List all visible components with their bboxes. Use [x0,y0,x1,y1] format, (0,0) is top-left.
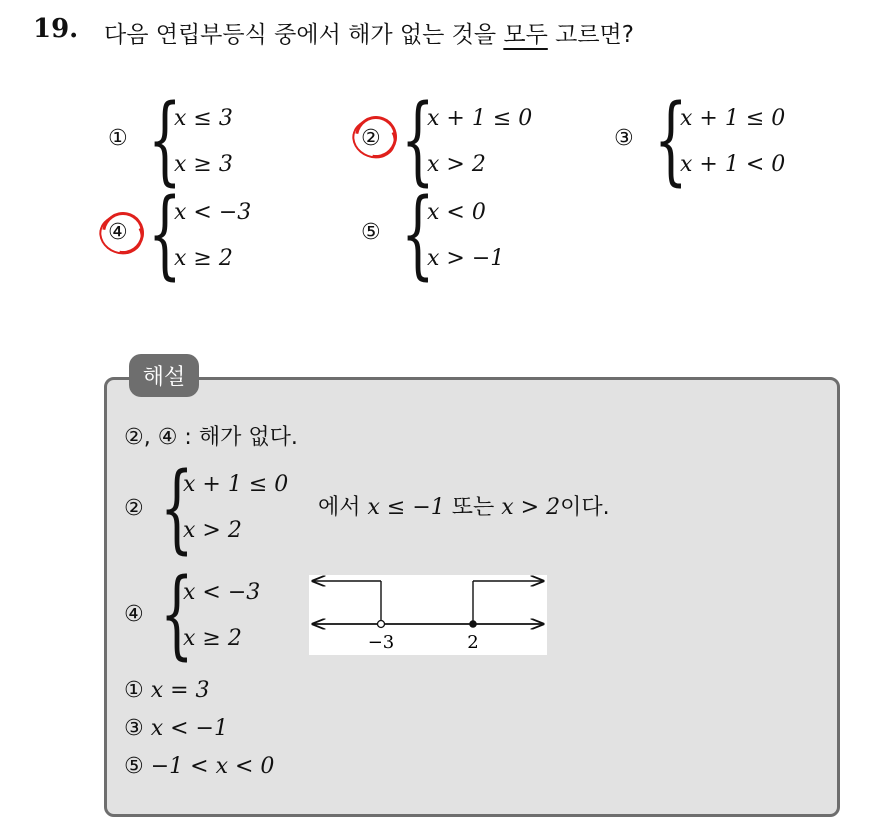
option-1-line1: x ≤ 3 [174,106,233,131]
question-text-underlined: 모두 [503,22,548,48]
case4-line1: x < −3 [183,580,261,605]
case2-explain-mid: 또는 [444,495,502,520]
case2-explanation [318,490,610,521]
other-1 [124,678,210,703]
option-3-line1: x + 1 ≤ 0 [680,106,786,131]
option-3-line2: x + 1 < 0 [680,152,786,177]
option-2-line1: x + 1 ≤ 0 [427,106,533,131]
open-point [378,621,385,628]
other-3 [124,716,228,741]
option-5-brace: { [401,178,435,290]
case2-brace: { [160,452,194,564]
option-1-line2: x ≥ 3 [174,152,233,177]
option-5-line1: x < 0 [427,200,486,225]
number-line-svg [309,575,547,655]
question-text [104,16,634,49]
tick-label-left: −3 [367,632,395,653]
option-4-line2: x ≥ 2 [174,246,233,271]
question-text-after: 고르면? [547,22,634,48]
option-4-line1: x < −3 [174,200,252,225]
case2-explain-math1: x ≤ −1 [367,495,445,520]
case2-explain-suffix: 이다. [560,495,610,520]
case2-line1: x + 1 ≤ 0 [183,472,289,497]
option-4-label: ④ [108,220,128,245]
question-number: 19. [33,14,79,44]
option-5-label: ⑤ [361,220,381,245]
closed-point [469,620,477,628]
case2-line2: x > 2 [183,518,242,543]
option-3-label: ③ [614,126,634,151]
option-3-brace: { [654,84,688,196]
other-5 [124,754,274,779]
solution-answer-line: ②, ④ : 해가 없다. [124,425,298,450]
option-4-brace: { [148,178,182,290]
other-1-text: x = 3 [150,678,210,703]
other-5-text: −1 < x < 0 [150,754,275,779]
other-3-label: ③ [124,716,144,741]
number-line-diagram [309,575,547,655]
case2-explain-math2: x > 2 [501,495,561,520]
other-1-label: ① [124,678,144,703]
other-5-label: ⑤ [124,754,144,779]
option-1-label: ① [108,126,128,151]
tick-label-right: 2 [467,632,479,653]
case2-label: ② [124,496,144,521]
case4-label: ④ [124,602,144,627]
case4-brace: { [160,558,194,670]
option-2-brace: { [401,84,435,196]
option-2-line2: x > 2 [427,152,486,177]
option-5-line2: x > −1 [427,246,505,271]
other-3-text: x < −1 [150,716,228,741]
option-2-label: ② [361,126,381,151]
solution-tag: 해설 [129,354,199,397]
option-1-brace: { [148,84,182,196]
question-text-before: 다음 연립부등식 중에서 해가 없는 것을 [104,22,504,48]
case4-line2: x ≥ 2 [183,626,242,651]
case2-explain-prefix: 에서 [318,495,368,520]
